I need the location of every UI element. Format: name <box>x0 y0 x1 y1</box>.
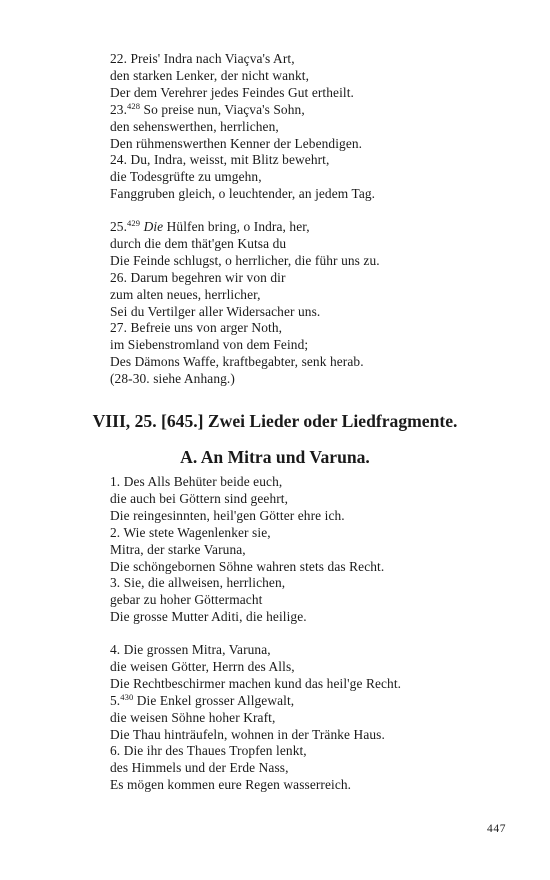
verse-line <box>110 186 530 203</box>
verse-text: Du, Indra, weisst, mit Blitz bewehrt, <box>127 152 330 168</box>
verse-line <box>110 474 530 491</box>
verse-text: Sie, die allweisen, herrlichen, <box>120 575 286 591</box>
verse-line <box>110 270 530 287</box>
verse-line <box>110 575 530 592</box>
verse-line <box>110 337 530 354</box>
verse-number: 26. <box>110 269 128 285</box>
footnote-marker: 429 <box>127 218 141 228</box>
verse-line <box>110 371 530 388</box>
page-number: 447 <box>487 823 507 835</box>
verse-text: Des Alls Behüter beide euch, <box>120 474 283 489</box>
verse-text: Es mögen kommen eure Regen wasserreich. <box>110 777 352 793</box>
verse-number: 25. <box>110 219 128 234</box>
verse-number: 1. <box>110 474 121 489</box>
verse-text: die auch bei Göttern sind geehrt, <box>110 490 289 506</box>
verse-text: Hülfen bring, o Indra, her, <box>163 219 310 234</box>
verse-text: Die reingesinnten, heil'gen Götter ehre ich. <box>110 507 345 523</box>
verse-number: 22. <box>110 51 128 66</box>
verse-line <box>110 710 530 727</box>
verse-line <box>110 253 530 270</box>
verse-line <box>110 287 530 304</box>
verse-block-3 <box>110 474 530 626</box>
verse-line <box>110 219 530 236</box>
verse-text: Darum begehren wir von dir <box>127 269 286 285</box>
verse-number: 4. <box>110 642 121 657</box>
verse-line <box>110 136 530 153</box>
verse-text: Preis' Indra nach Viaçva's Art, <box>127 51 295 66</box>
verse-line <box>110 542 530 559</box>
verse-line <box>110 642 530 659</box>
verse-text: Fanggruben gleich, o leuchtender, an jedem Tag. <box>110 186 376 202</box>
verse-line <box>110 320 530 337</box>
verse-text: Des Dämons Waffe, kraftbegabter, senk herab. <box>110 354 364 370</box>
footnote-marker: 430 <box>120 691 134 702</box>
verse-line <box>110 508 530 525</box>
verse-text: Sei du Vertilger aller Widersacher uns. <box>110 303 321 319</box>
verse-number: 2. <box>110 524 121 540</box>
verse-text: zum alten neues, herrlicher, <box>110 286 261 302</box>
verse-line <box>110 169 530 186</box>
verse-text: Die grosse Mutter Aditi, die heilige. <box>110 609 307 625</box>
verse-line <box>110 354 530 371</box>
verse-line <box>110 152 530 169</box>
verse-text: So preise nun, Viaçva's Sohn, <box>140 101 305 117</box>
verse-text: Die Enkel grosser Allgewalt, <box>133 692 295 708</box>
verse-number: 23. <box>110 101 128 117</box>
verse-line <box>110 119 530 136</box>
verse-text: den starken Lenker, der nicht wankt, <box>110 67 310 83</box>
verse-line <box>110 676 530 693</box>
verse-block-4 <box>110 642 530 794</box>
verse-line <box>110 559 530 576</box>
verse-block-1 <box>110 51 530 203</box>
verse-number: 3. <box>110 575 121 591</box>
section-heading: VIII, 25. [645.] Zwei Lieder oder Liedfragmente. <box>92 411 458 431</box>
verse-text: im Siebenstromland von dem Feind; <box>110 337 309 353</box>
verse-text: (28-30. siehe Anhang.) <box>110 371 235 387</box>
verse-text: die Todesgrüfte zu umgehn, <box>110 169 262 185</box>
verse-text: Befreie uns von arger Noth, <box>127 320 283 336</box>
sub-heading: A. An Mitra und Varuna. <box>180 447 370 467</box>
verse-number: 24. <box>110 152 128 168</box>
verse-line <box>110 51 530 68</box>
footnote-marker: 428 <box>127 100 141 111</box>
verse-number: 6. <box>110 743 121 759</box>
verse-text: Die schöngebornen Söhne wahren stets das Recht. <box>110 558 385 574</box>
emphasized-word: Die <box>143 219 164 234</box>
verse-text: gebar zu hoher Göttermacht <box>110 592 263 608</box>
verse-line <box>110 727 530 744</box>
verse-text: Die Thau hinträufeln, wohnen in der Tränke Haus. <box>110 726 385 742</box>
verse-line <box>110 743 530 760</box>
verse-line <box>110 304 530 321</box>
verse-text: Die ihr des Thaues Tropfen lenkt, <box>120 743 307 759</box>
verse-text: Mitra, der starke Varuna, <box>110 541 246 557</box>
verse-line <box>110 68 530 85</box>
verse-line <box>110 102 530 119</box>
verse-line <box>110 777 530 794</box>
verse-text: Die Rechtbeschirmer machen kund das heil'ge Recht. <box>110 675 402 691</box>
verse-text: Die grossen Mitra, Varuna, <box>120 642 271 657</box>
verse-text: Der dem Verehrer jedes Feindes Gut ertheilt. <box>110 84 354 100</box>
verse-line <box>110 525 530 542</box>
verse-number: 27. <box>110 320 128 336</box>
verse-block-2 <box>110 219 530 388</box>
verse-text: des Himmels und der Erde Nass, <box>110 760 289 776</box>
verse-line <box>110 85 530 102</box>
verse-text: Die Feinde schlugst, o herrlicher, die führ uns zu. <box>110 252 380 268</box>
verse-text: die weisen Götter, Herrn des Alls, <box>110 658 295 674</box>
verse-text: den sehenswerthen, herrlichen, <box>110 118 279 134</box>
verse-line <box>110 491 530 508</box>
verse-line <box>110 592 530 609</box>
verse-text: Wie stete Wagenlenker sie, <box>120 524 271 540</box>
verse-line <box>110 760 530 777</box>
verse-text: die weisen Söhne hoher Kraft, <box>110 709 276 725</box>
verse-text: Den rühmenswerthen Kenner der Lebendigen. <box>110 135 363 151</box>
verse-text: durch die dem thät'gen Kutsa du <box>110 235 287 251</box>
verse-line <box>110 659 530 676</box>
verse-line <box>110 693 530 710</box>
verse-number: 5. <box>110 692 121 708</box>
verse-line <box>110 609 530 626</box>
verse-line <box>110 236 530 253</box>
